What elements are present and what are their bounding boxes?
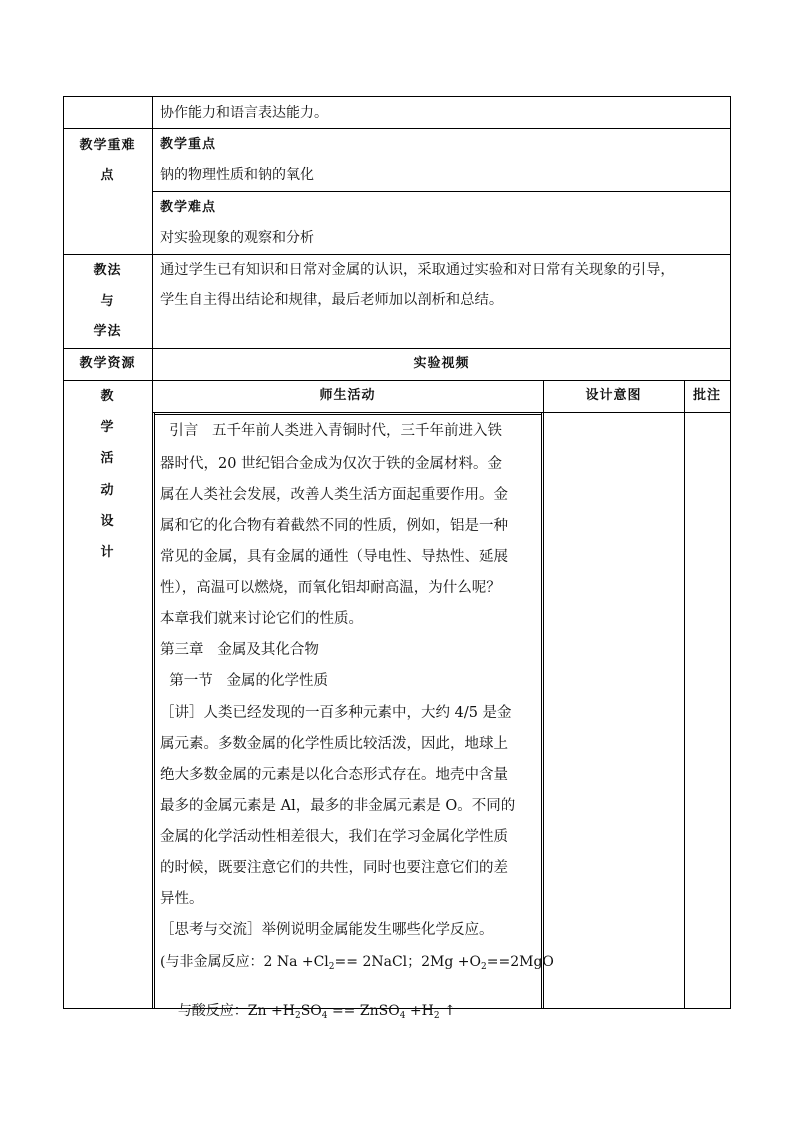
key-difficult-header-line1: 教学重难 <box>79 138 136 153</box>
key-difficult-header-line2: 点 <box>100 168 115 183</box>
eq1-prefix: (与非金属反应：2 Na +Cl <box>160 954 329 970</box>
activity-design-char-6: 计 <box>100 545 115 560</box>
difficult-point-text: 对实验现象的观察和分析 <box>160 230 314 246</box>
activity-line: 属在人类社会发展，改善人类生活方面起重要作用。金 <box>160 487 508 503</box>
row-divider-5 <box>152 412 731 413</box>
row-divider-3 <box>63 348 731 349</box>
difficult-point-title: 教学难点 <box>160 200 217 215</box>
activity-design-char-2: 学 <box>100 420 115 435</box>
equation-acid <box>160 984 456 1038</box>
col-header-intent: 设计意图 <box>585 388 642 403</box>
eq1-mid2: ==2MgO <box>486 954 554 970</box>
header-column-divider <box>152 96 153 1008</box>
activity-line: 性），高温可以燃烧，而氧化铝却耐高温，为什么呢？ <box>160 580 501 596</box>
activity-line: 引言 五千年前人类进入青铜时代，三千年前进入铁 <box>160 423 503 439</box>
method-header-line2: 与 <box>100 294 115 309</box>
activity-line: 器时代，20 世纪铝合金成为仅次于铁的金属材料。金 <box>160 456 503 472</box>
activity-line: ［思考与交流］举例说明金属能发生哪些化学反应。 <box>160 922 494 938</box>
eq2-mid3: +H <box>405 1003 434 1019</box>
row-divider-1 <box>63 128 731 129</box>
activity-line: 属元素。多数金属的化学性质比较活泼，因此，地球上 <box>160 736 508 752</box>
activity-design-char-5: 设 <box>100 514 115 529</box>
activity-line: 本章我们就来讨论它们的性质。 <box>160 611 363 627</box>
activity-line: 常见的金属，具有金属的通性（导电性、导热性、延展 <box>160 549 508 565</box>
activity-line: 金属的化学活动性相差很大，我们在学习金属化学性质 <box>160 829 508 845</box>
method-header-line1: 教法 <box>93 263 122 278</box>
chapter-title: 第三章 金属及其化合物 <box>160 642 319 658</box>
eq2-sub3: 4 <box>399 1011 406 1021</box>
key-point-text: 钠的物理性质和钠的氧化 <box>160 167 314 183</box>
eq2-sub2: 4 <box>321 1011 328 1021</box>
activity-line: 绝大多数金属的元素是以化合态形式存在。地壳中含量 <box>160 767 508 783</box>
eq2-prefix: 与酸反应：Zn +H <box>177 1003 295 1019</box>
activity-design-char-1: 教 <box>100 389 115 404</box>
col-header-activity: 师生活动 <box>319 388 376 403</box>
section-title: 第一节 金属的化学性质 <box>160 673 329 689</box>
activity-design-char-4: 动 <box>100 483 115 498</box>
equation-nonmetal <box>160 953 554 971</box>
method-text-line2: 学生自主得出结论和规律，最后老师加以剖析和总结。 <box>160 292 504 308</box>
row-divider-2 <box>63 254 731 255</box>
activity-line: 的时候，既要注意它们的共性，同时也要注意它们的差 <box>160 860 508 876</box>
activity-intent-divider <box>543 380 544 1008</box>
table-border-top <box>63 96 731 97</box>
eq1-sub2: 2 <box>481 962 487 972</box>
eq1-sub1: 2 <box>328 962 335 972</box>
resource-header: 教学资源 <box>79 356 136 371</box>
row-divider-keypoints <box>152 191 731 192</box>
activity-inner-left <box>154 413 155 1008</box>
activity-inner-right <box>541 413 542 1008</box>
col-header-note: 批注 <box>692 388 721 403</box>
method-text-line1: 通过学生已有知识和日常对金属的认识，采取通过实验和对日常有关现象的引导， <box>160 262 675 278</box>
activity-inner-top <box>154 414 542 415</box>
activity-line: 最多的金属元素是 Al，最多的非金属元素是 O。不同的 <box>160 798 516 814</box>
eq2-sub4: 2 <box>433 1011 440 1021</box>
activity-line: 属和它的化合物有着截然不同的性质，例如，铝是一种 <box>160 518 508 534</box>
eq2-mid2: == ZnSO <box>327 1003 400 1019</box>
table-border-right <box>730 96 731 1008</box>
activity-line: ［讲］人类已经发现的一百多种元素中，大约 4/5 是金 <box>160 705 512 721</box>
method-header-line3: 学法 <box>93 324 122 339</box>
intent-note-divider <box>684 380 685 1008</box>
eq1-mid1: == 2NaCl；2Mg +O <box>334 954 481 970</box>
eq2-suffix: ↑ <box>439 1003 456 1019</box>
ability-text: 协作能力和语言表达能力。 <box>160 105 328 121</box>
activity-line: 异性。 <box>160 891 204 907</box>
activity-design-char-3: 活 <box>100 451 115 466</box>
eq2-sub1: 2 <box>294 1011 301 1021</box>
key-point-title: 教学重点 <box>160 137 217 152</box>
resource-value: 实验视频 <box>413 356 470 371</box>
eq2-mid1: SO <box>300 1003 322 1019</box>
row-divider-4 <box>63 380 731 381</box>
